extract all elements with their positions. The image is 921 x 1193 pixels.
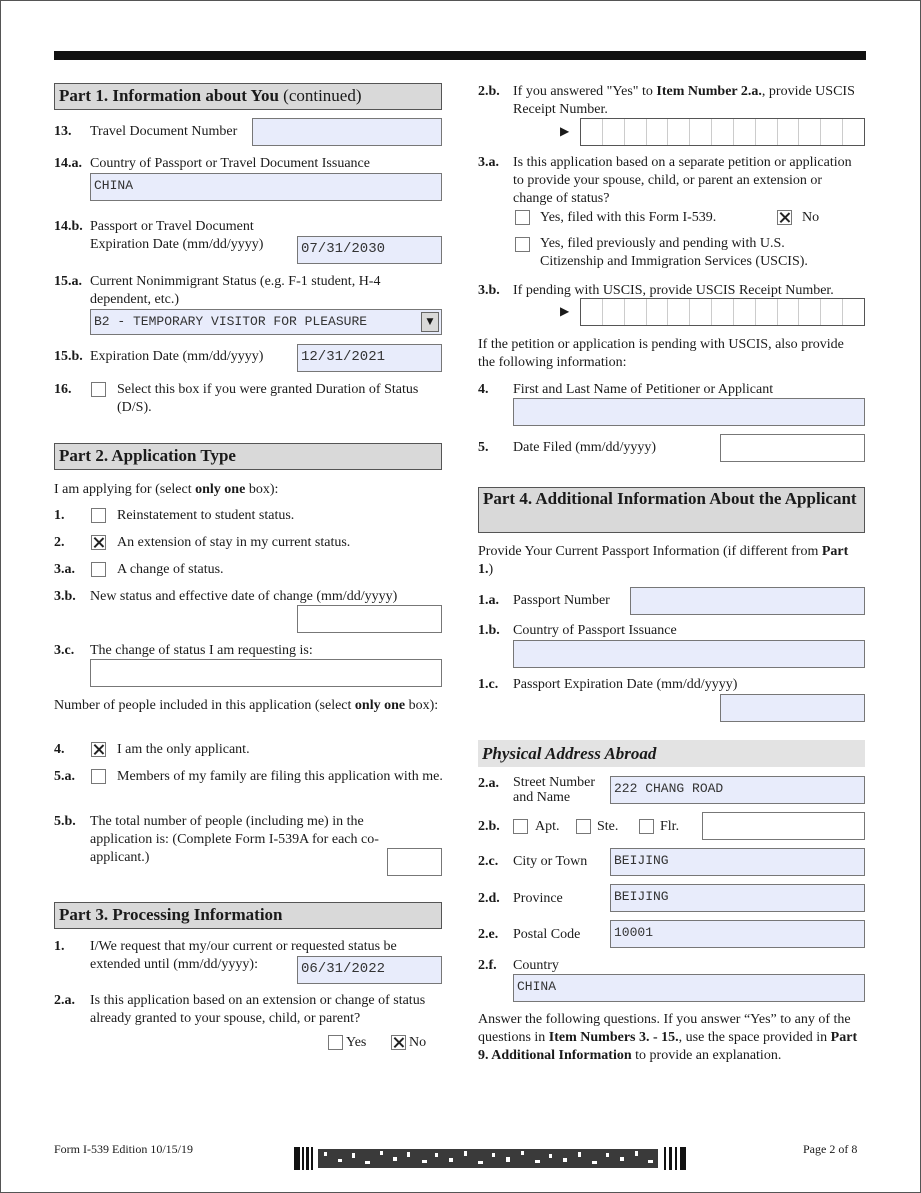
part4-item-2f-label: Country [513,958,559,973]
postal-code-field[interactable]: 10001 [610,920,865,948]
petitioner-name-field[interactable] [513,398,865,426]
filed-previously-checkbox[interactable] [515,237,530,252]
part3-item-2b-label: If you answered "Yes" to Item Number 2.a., provide USCIS Receipt Number. [513,84,855,117]
filed-with-form-label: Yes, filed with this Form I-539. [540,210,717,225]
item-15a-number: 15.a. [54,274,82,289]
part3-item-4-number: 4. [478,382,489,397]
part2-item-3b-label: New status and effective date of change (mm/dd/yyyy) [90,589,398,604]
part3-item-3a-number: 3.a. [478,155,499,170]
receipt-number-3b-field[interactable] [580,298,865,326]
total-people-field[interactable] [387,848,442,876]
passport-country-field[interactable]: CHINA [90,173,442,201]
part4-intro: Provide Your Current Passport Information (if different from Part 1.) [478,544,849,577]
part3-header: Part 3. Processing Information [54,902,442,929]
top-rule [54,51,866,60]
extended-until-field[interactable]: 06/31/2022 [297,956,442,984]
part2-item-4-number: 4. [54,742,65,757]
requested-status-field[interactable] [90,659,442,687]
part4-item-2c-label: City or Town [513,854,588,869]
part4-item-2f-number: 2.f. [478,958,497,973]
spouse-status-yes-label: Yes [346,1035,367,1050]
part3-item-4-label: First and Last Name of Petitioner or Applicant [513,382,774,397]
flr-label: Flr. [660,819,680,834]
part4-item-1a-label: Passport Number [513,593,610,608]
travel-document-number-field[interactable] [252,118,442,146]
duration-of-status-checkbox[interactable] [91,382,106,397]
part3-item-2b-number: 2.b. [478,84,500,99]
part3-item-3b-number: 3.b. [478,283,500,298]
item-13-label: Travel Document Number [90,124,238,139]
change-of-status-checkbox[interactable] [91,562,106,577]
nonimmigrant-status-select[interactable]: B2 - TEMPORARY VISITOR FOR PLEASURE [90,309,442,335]
part3-item-3b-label: If pending with USCIS, provide USCIS Receipt Number. [513,283,834,298]
pending-note: If the petition or application is pending with USCIS, also provide the following information: [478,337,844,370]
part2-item-3a-label: A change of status. [117,562,224,577]
item-15b-number: 15.b. [54,349,83,364]
separate-petition-no-checkbox[interactable] [777,210,792,225]
part3-item-1-number: 1. [54,939,65,954]
part2-item-3c-label: The change of status I am requesting is: [90,643,313,658]
part4-item-1b-number: 1.b. [478,623,500,638]
date-filed-field[interactable] [720,434,865,462]
item-13-number: 13. [54,124,72,139]
item-15a-label: Current Nonimmigrant Status (e.g. F-1 student, H-4 dependent, etc.) [90,274,381,307]
part2-item-5a-label: Members of my family are filing this application with me. [117,769,443,784]
ste-checkbox[interactable] [576,819,591,834]
part2-item-5b-label: The total number of people (including me) in the application is: (Complete Form I-539A for each co-applicant.) [90,814,379,865]
people-count-intro: Number of people included in this application (select only one box): [54,698,439,713]
part2-item-4-label: I am the only applicant. [117,742,250,757]
part3-item-5-number: 5. [478,440,489,455]
part4-item-2e-number: 2.e. [478,927,499,942]
part2-item-3b-number: 3.b. [54,589,76,604]
chevron-down-icon[interactable]: ▼ [421,312,439,332]
item-14b-number: 14.b. [54,219,83,234]
part4-item-2d-number: 2.d. [478,891,500,906]
spouse-status-no-checkbox[interactable] [391,1035,406,1050]
part4-item-1c-number: 1.c. [478,677,499,692]
new-status-date-field[interactable] [297,605,442,633]
spouse-status-no-label: No [409,1035,427,1050]
extension-of-stay-checkbox[interactable] [91,535,106,550]
apt-checkbox[interactable] [513,819,528,834]
filed-previously-label: Yes, filed previously and pending with U.S. Citizenship and Immigration Services (USCIS). [540,236,808,269]
separate-petition-no-label: No [802,210,820,225]
apt-label: Apt. [535,819,560,834]
current-passport-expiration-field[interactable] [720,694,865,722]
barcode-icon [294,1147,690,1170]
item-16-label: Select this box if you were granted Duration of Status (D/S). [117,382,419,415]
page-number: Page 2 of 8 [803,1142,858,1156]
part4-item-1a-number: 1.a. [478,593,499,608]
part2-item-2-number: 2. [54,535,65,550]
receipt-number-2b-field[interactable] [580,118,865,146]
part2-item-3c-number: 3.c. [54,643,75,658]
item-15b-label: Expiration Date (mm/dd/yyyy) [90,349,264,364]
part2-item-1-label: Reinstatement to student status. [117,508,295,523]
part2-item-1-number: 1. [54,508,65,523]
only-applicant-checkbox[interactable] [91,742,106,757]
part4-header: Part 4. Additional Information About the Applicant [478,487,865,533]
part2-intro: I am applying for (select only one box): [54,482,279,497]
item-14a-number: 14.a. [54,156,82,171]
part4-item-2e-label: Postal Code [513,927,581,942]
ste-label: Ste. [597,819,619,834]
physical-address-header: Physical Address Abroad [478,740,865,767]
spouse-status-yes-checkbox[interactable] [328,1035,343,1050]
family-members-checkbox[interactable] [91,769,106,784]
country-field[interactable]: CHINA [513,974,865,1002]
part3-item-2a-label: Is this application based on an extension or change of status already granted to your spouse, child, or parent? [90,993,426,1026]
part4-item-2b-number: 2.b. [478,819,500,834]
part2-header: Part 2. Application Type [54,443,442,470]
part4-item-2d-label: Province [513,891,563,906]
street-field[interactable]: 222 CHANG ROAD [610,776,865,804]
status-expiration-field[interactable]: 12/31/2021 [297,344,442,372]
form-edition: Form I-539 Edition 10/15/19 [54,1142,193,1156]
passport-issuance-country-field[interactable] [513,640,865,668]
part3-item-5-label: Date Filed (mm/dd/yyyy) [513,440,657,455]
city-field[interactable]: BEIJING [610,848,865,876]
part3-item-1-label: I/We request that my/our current or requested status be extended until (mm/dd/yyyy): [90,939,397,972]
part4-item-1b-label: Country of Passport Issuance [513,623,677,638]
item-16-number: 16. [54,382,72,397]
answer-instructions: Answer the following questions. If you answer “Yes” to any of the questions in Item Numbers 3. - 15., use the space provided in Part 9. Additional Information to provide an explanation. [478,1012,858,1063]
current-passport-number-field[interactable] [630,587,865,615]
filed-with-form-checkbox[interactable] [515,210,530,225]
part2-item-2-label: An extension of stay in my current status. [117,535,351,550]
part2-item-5b-number: 5.b. [54,814,76,829]
item-14b-label: Passport or Travel Document Expiration Date (mm/dd/yyyy) [90,219,264,252]
part2-item-3a-number: 3.a. [54,562,75,577]
part4-item-2a-number: 2.a. [478,776,499,791]
part1-header: Part 1. Information about You (continued) [54,83,442,110]
passport-expiration-field[interactable]: 07/31/2030 [297,236,442,264]
part2-item-5a-number: 5.a. [54,769,75,784]
arrow-right-icon: ▶ [560,124,570,138]
province-field[interactable]: BEIJING [610,884,865,912]
reinstatement-checkbox[interactable] [91,508,106,523]
unit-number-field[interactable] [702,812,865,840]
part4-item-1c-label: Passport Expiration Date (mm/dd/yyyy) [513,677,738,692]
part3-item-2a-number: 2.a. [54,993,75,1008]
part4-item-2c-number: 2.c. [478,854,499,869]
item-14a-label: Country of Passport or Travel Document Issuance [90,156,370,171]
flr-checkbox[interactable] [639,819,654,834]
arrow-right-icon: ▶ [560,304,570,318]
part3-item-3a-label: Is this application based on a separate petition or application to provide your spouse, child, or parent an extension or change of status? [513,155,852,206]
part4-item-2a-label: Street Number and Name [513,775,596,805]
